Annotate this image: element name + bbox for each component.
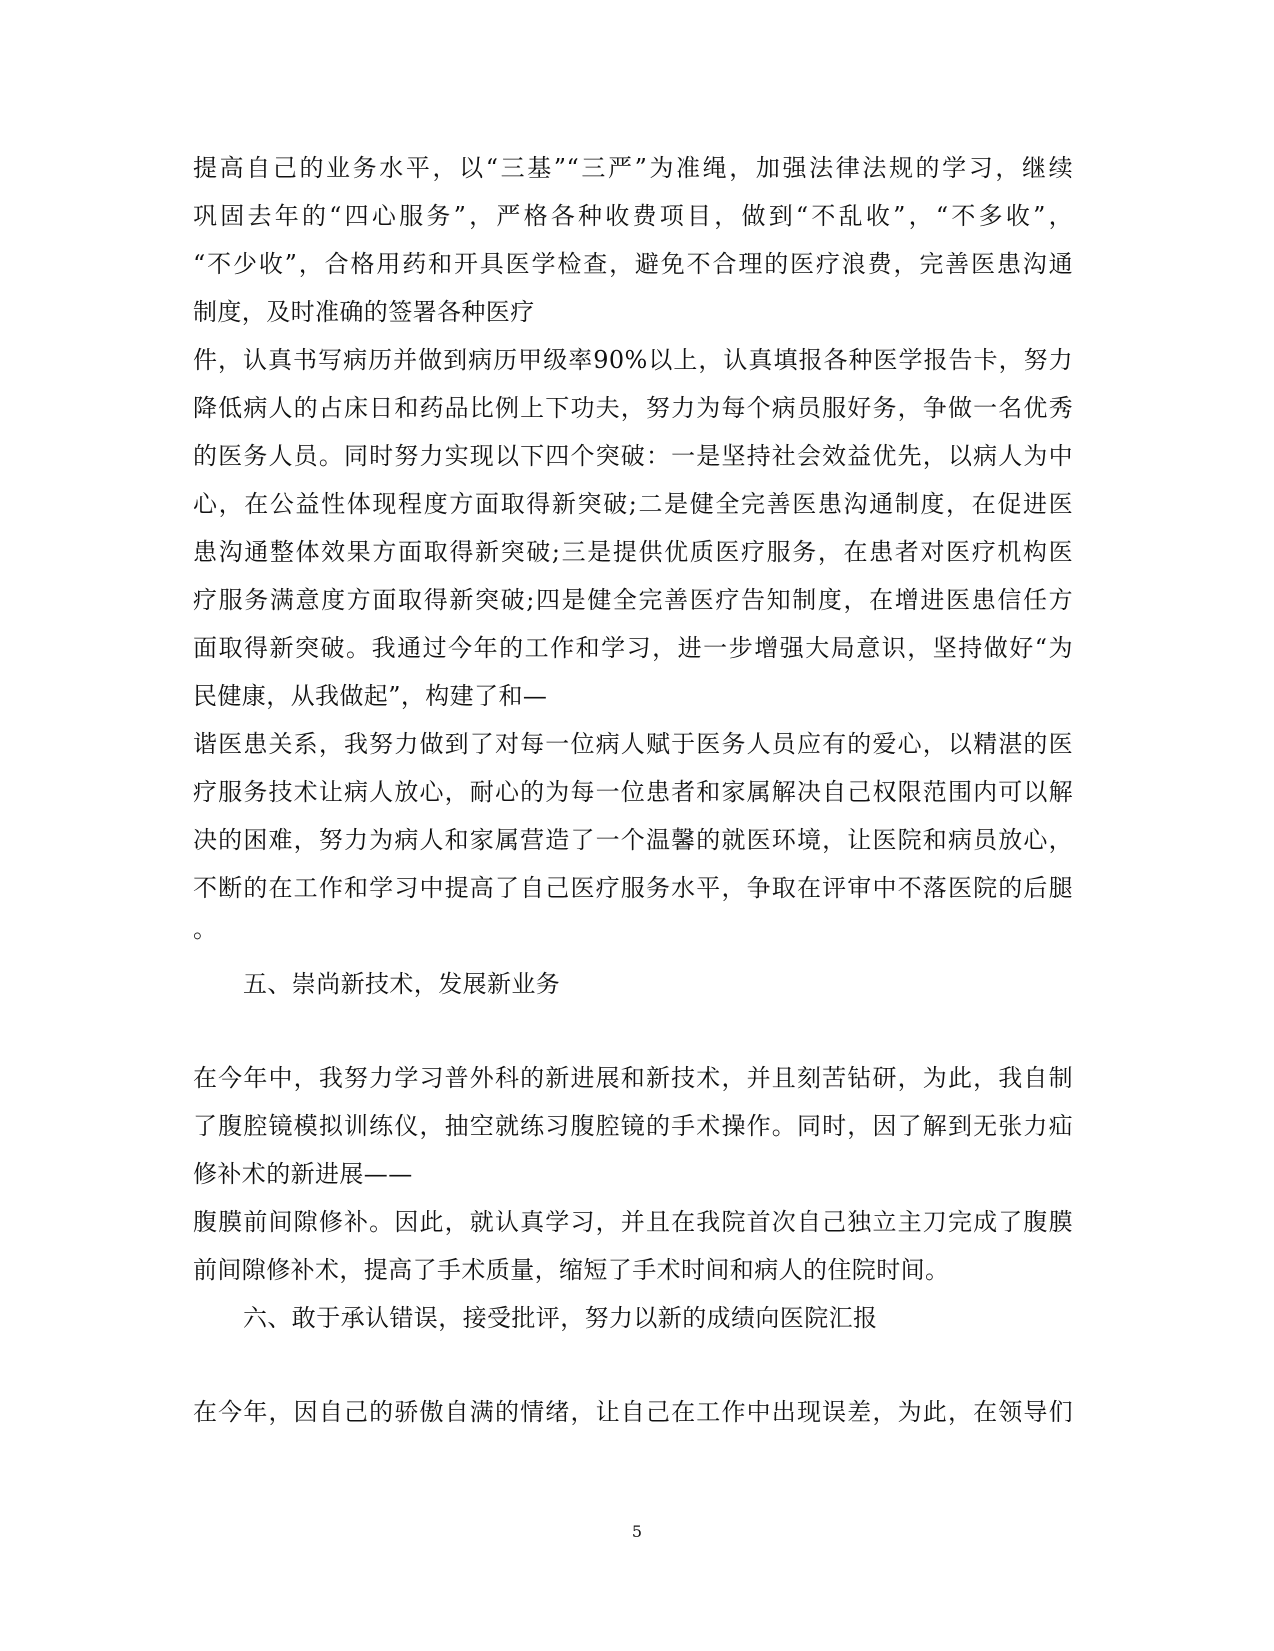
paragraph-2-line-5: 患沟通整体效果方面取得新突破;三是提供优质医疗服务，在患者对医疗机构医 [193, 538, 1073, 566]
paragraph-2-line-8: 民健康，从我做起”，构建了和— [193, 682, 548, 710]
paragraph-4-line-3: 修补术的新进展—— [193, 1160, 413, 1188]
paragraph-1-line-1: 提高自己的业务水平，以“三基”“三严”为准绳，加强法律法规的学习，继续 [193, 154, 1073, 182]
paragraph-6-line-1: 在今年，因自己的骄傲自满的情绪，让自己在工作中出现误差，为此，在领导们 [193, 1398, 1073, 1426]
paragraph-3-line-4: 不断的在工作和学习中提高了自己医疗服务水平，争取在评审中不落医院的后腿 [193, 874, 1073, 902]
paragraph-5-line-1: 腹膜前间隙修补。因此，就认真学习，并且在我院首次自己独立主刀完成了腹膜 [193, 1208, 1073, 1236]
paragraph-5-line-2: 前间隙修补术，提高了手术质量，缩短了手术时间和病人的住院时间。 [193, 1256, 950, 1284]
page-number: 5 [631, 1522, 643, 1541]
paragraph-1-line-3: “不少收”，合格用药和开具医学检查，避免不合理的医疗浪费，完善医患沟通 [193, 250, 1073, 278]
paragraph-2-line-1: 件，认真书写病历并做到病历甲级率90%以上，认真填报各种医学报告卡，努力 [193, 346, 1073, 374]
paragraph-3-line-3: 决的困难，努力为病人和家属营造了一个温馨的就医环境，让医院和病员放心， [193, 826, 1073, 854]
paragraph-2-line-6: 疗服务满意度方面取得新突破;四是健全完善医疗告知制度，在增进医患信任方 [193, 586, 1073, 614]
paragraph-2-line-2: 降低病人的占床日和药品比例上下功夫，努力为每个病员服好务，争做一名优秀 [193, 394, 1073, 422]
paragraph-2-line-4: 心，在公益性体现程度方面取得新突破;二是健全完善医患沟通制度，在促进医 [193, 490, 1073, 518]
paragraph-1-line-2: 巩固去年的“四心服务”，严格各种收费项目，做到“不乱收”，“不多收”， [193, 202, 1073, 230]
paragraph-4-line-2: 了腹腔镜模拟训练仪，抽空就练习腹腔镜的手术操作。同时，因了解到无张力疝 [193, 1112, 1073, 1140]
paragraph-3-line-5: 。 [193, 915, 218, 943]
paragraph-4-line-1: 在今年中，我努力学习普外科的新进展和新技术，并且刻苦钻研，为此，我自制 [193, 1064, 1073, 1092]
paragraph-2-line-7: 面取得新突破。我通过今年的工作和学习，进一步增强大局意识，坚持做好“为 [193, 634, 1073, 662]
paragraph-3-line-1: 谐医患关系，我努力做到了对每一位病人赋于医务人员应有的爱心，以精湛的医 [193, 730, 1073, 758]
section-heading-5: 五、崇尚新技术，发展新业务 [243, 970, 561, 998]
section-heading-6: 六、敢于承认错误，接受批评，努力以新的成绩向医院汇报 [243, 1304, 878, 1332]
paragraph-1-line-4: 制度，及时准确的签署各种医疗 [193, 298, 535, 326]
paragraph-2-line-3: 的医务人员。同时努力实现以下四个突破：一是坚持社会效益优先，以病人为中 [193, 442, 1073, 470]
paragraph-3-line-2: 疗服务技术让病人放心，耐心的为每一位患者和家属解决自己权限范围内可以解 [193, 778, 1073, 806]
